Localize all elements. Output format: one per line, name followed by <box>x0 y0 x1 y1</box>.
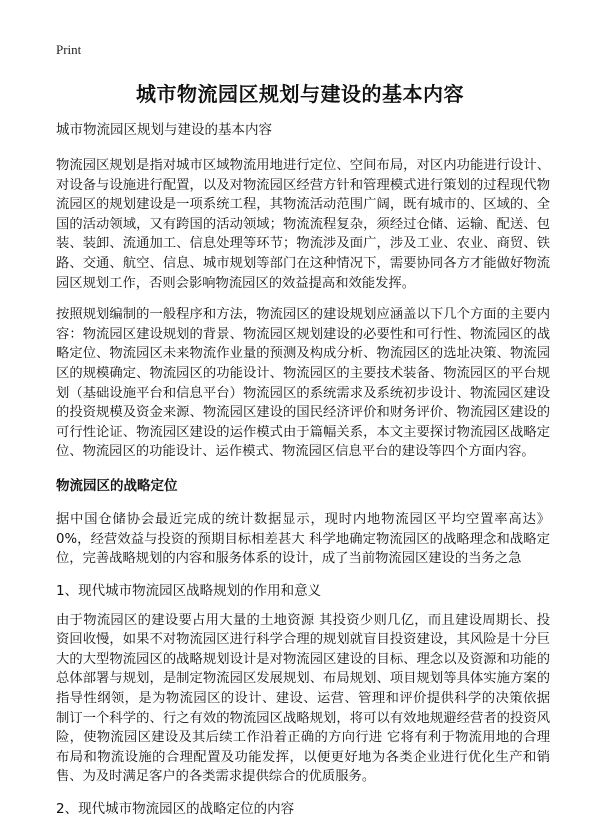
section-paragraph: 据中国仓储协会最近完成的统计数据显示，现时内地物流园区平均空置率高达》0%，经营效益与投资的预期目标相差甚大 科学地确定物流园区的战略理念和战略定位，完善战略规划的内容和服务体系的设计，成了当前物流园区建设的当务之急 <box>56 511 550 567</box>
intro-paragraph-2: 按照规划编制的一般程序和方法，物流园区的建设规划应涵盖以下几个方面的主要内容：物流园区建设规划的背景、物流园区规划建设的必要性和可行性、物流园区的战略定位、物流园区未来物流作业量的预测及构成分析、物流园区的选址决策、物流园区的规模确定、物流园区的功能设计、物流园区的主要技术装备、物流园区的平台规划（基础设施平台和信息平台）物流园区的系统需求及系统初步设计、物流园区建设的投资规模及资金来源、物流园区建设的国民经济评价和财务评价、物流园区建设的可行性论证、物流园区建设的运作模式由于篇幅关系，本文主要探讨物流园区战略定位、物流园区的功能设计、运作模式、物流园区信息平台的建设等四个方面内容。 <box>56 307 550 460</box>
print-label: Print <box>56 42 82 57</box>
subsection-paragraph-1: 由于物流园区的建设要占用大量的土地资源 其投资少则几亿，而且建设周期长、投资回收慢，如果不对物流园区进行科学合理的规划就盲目投资建设，其风险是十分巨大的大型物流园区的战略规划设计是对物流园区建设的目标、理念以及资源和功能的总体部署与规划，是制定物流园区发展规划、布局规划、项目规划等具体实施方案的指导性纲领，是为物流园区的设计、建设、运营、管理和评价提供科学的决策依据 制订一个科学的、行之有效的物流园区战略规划，将可以有效地规避经营者的投资风险，使物流园区建设及其后续工作沿着正确的方向行进 它将有利于物流用地的合理布局和物流设施的合理配置及功能发挥，以便更好地为各类企业进行优化生产和销售、为及时满足客户的各类需求提供综合的优质服务。 <box>56 612 550 785</box>
document-body <box>56 120 550 829</box>
document-subtitle: 城市物流园区规划与建设的基本内容 <box>56 122 272 138</box>
subsection-heading-1: 1、现代城市物流园区战略规划的作用和意义 <box>56 582 322 599</box>
subsection-heading-2: 2、现代城市物流园区的战略定位的内容 <box>56 801 295 818</box>
intro-paragraph-1: 物流园区规划是指对城市区域物流用地进行定位、空间布局，对区内功能进行设计、对设备与设施进行配置，以及对物流园区经营方针和管理模式进行策划的过程现代物流园区的规划建设是一项系统工程，其物流活动范围广阔，既有城市的、区域的、全国的活动领域，又有跨国的活动领域；物流流程复杂，须经过仓储、运输、配送、包装、装卸、流通加工、信息处理等环节；物流涉及面广，涉及工业、农业、商贸、铁路、交通、航空、信息、城市规划等部门在这种情况下，需要协同各方才能做好物流园区规划工作，否则会影响物流园区的效益提高和效能发挥。 <box>56 158 550 291</box>
page-title: 城市物流园区规划与建设的基本内容 <box>136 82 464 106</box>
section-heading-strategic-positioning: 物流园区的战略定位 <box>56 477 178 494</box>
